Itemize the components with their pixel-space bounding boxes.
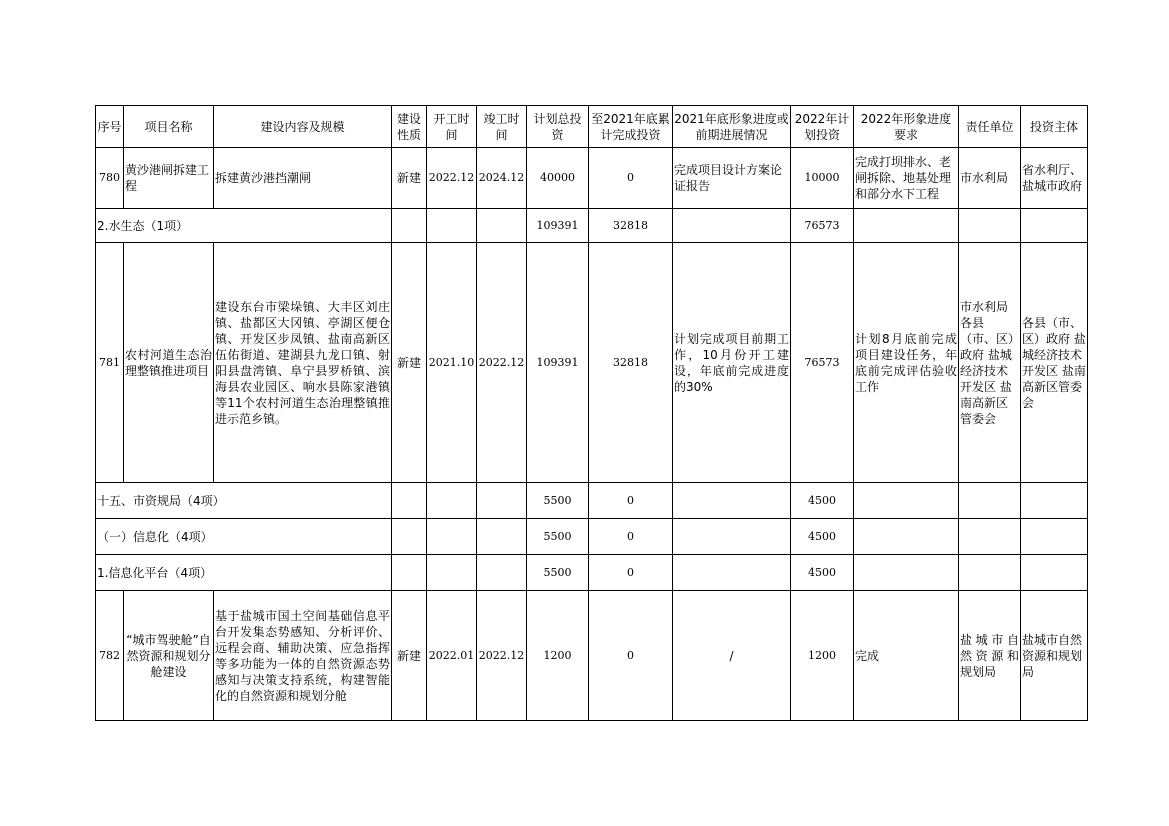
empty-cell bbox=[427, 555, 477, 591]
empty-cell bbox=[477, 555, 527, 591]
cell-name: 农村河道生态治理整镇推进项目 bbox=[124, 243, 214, 483]
section-label: （一）信息化（4项） bbox=[96, 519, 392, 555]
cell-seq: 781 bbox=[96, 243, 124, 483]
header-start: 开工时间 bbox=[427, 106, 477, 148]
section-label: 十五、市资规局（4项） bbox=[96, 483, 392, 519]
empty-cell bbox=[673, 519, 791, 555]
cell-content: 建设东台市梁垛镇、大丰区刘庄镇、盐都区大冈镇、亭湖区便仓镇、开发区步凤镇、盐南高新区伍佑街道、建湖县九龙口镇、射阳县盘湾镇、阜宁县罗桥镇、滨海县农业园区、响水县陈家港镇等11个农村河道生态治理整镇推进示范乡镇。 bbox=[214, 243, 392, 483]
section-row bbox=[96, 555, 1088, 591]
header-done: 至2021年底累计完成投资 bbox=[589, 106, 673, 148]
header-total: 计划总投资 bbox=[527, 106, 589, 148]
empty-cell bbox=[1021, 209, 1088, 243]
cell-done: 0 bbox=[589, 148, 673, 209]
cell-progress: / bbox=[673, 591, 791, 721]
cell-total: 5500 bbox=[527, 555, 589, 591]
empty-cell bbox=[1021, 555, 1088, 591]
cell-seq: 782 bbox=[96, 591, 124, 721]
empty-cell bbox=[854, 555, 959, 591]
table-row bbox=[96, 591, 1088, 721]
cell-start: 2021.10 bbox=[427, 243, 477, 483]
empty-cell bbox=[477, 519, 527, 555]
cell-unit: 盐城市自然资源和规划局 bbox=[959, 591, 1021, 721]
header-row bbox=[96, 106, 1088, 148]
cell-done: 0 bbox=[589, 519, 673, 555]
empty-cell bbox=[959, 483, 1021, 519]
empty-cell bbox=[1021, 483, 1088, 519]
cell-start: 2022.12 bbox=[427, 148, 477, 209]
section-row bbox=[96, 209, 1088, 243]
empty-cell bbox=[959, 555, 1021, 591]
cell-total: 109391 bbox=[527, 209, 589, 243]
empty-cell bbox=[427, 519, 477, 555]
cell-total: 5500 bbox=[527, 483, 589, 519]
cell-progress: 计划完成项目前期工作，10月份开工建设，年底前完成进度的30% bbox=[673, 243, 791, 483]
table-row bbox=[96, 148, 1088, 209]
header-progress: 2021年底形象进度或前期进展情况 bbox=[673, 106, 791, 148]
header-unit: 责任单位 bbox=[959, 106, 1021, 148]
cell-unit: 市水利局 bbox=[959, 148, 1021, 209]
cell-plan2022: 76573 bbox=[791, 209, 854, 243]
table-row bbox=[96, 243, 1088, 483]
project-table bbox=[95, 105, 1088, 721]
cell-total: 40000 bbox=[527, 148, 589, 209]
section-label: 2.水生态（1项） bbox=[96, 209, 392, 243]
cell-name: 黄沙港闸拆建工程 bbox=[124, 148, 214, 209]
empty-cell bbox=[673, 483, 791, 519]
cell-owner: 各县（市、区）政府 盐城经济技术开发区 盐南高新区管委会 bbox=[1021, 243, 1088, 483]
cell-owner: 省水利厅、盐城市政府 bbox=[1021, 148, 1088, 209]
header-end: 竣工时间 bbox=[477, 106, 527, 148]
cell-seq: 780 bbox=[96, 148, 124, 209]
header-plan2022: 2022年计划投资 bbox=[791, 106, 854, 148]
cell-total: 109391 bbox=[527, 243, 589, 483]
cell-req: 完成 bbox=[854, 591, 959, 721]
empty-cell bbox=[477, 209, 527, 243]
cell-end: 2022.12 bbox=[477, 243, 527, 483]
cell-plan2022: 10000 bbox=[791, 148, 854, 209]
cell-nature: 新建 bbox=[392, 148, 427, 209]
cell-plan2022: 1200 bbox=[791, 591, 854, 721]
empty-cell bbox=[427, 483, 477, 519]
cell-end: 2022.12 bbox=[477, 591, 527, 721]
cell-content: 拆建黄沙港挡潮闸 bbox=[214, 148, 392, 209]
cell-plan2022: 76573 bbox=[791, 243, 854, 483]
header-nature: 建设性质 bbox=[392, 106, 427, 148]
cell-content: 基于盐城市国土空间基础信息平台开发集态势感知、分析评价、远程会商、辅助决策、应急指挥等多功能为一体的自然资源态势感知与决策支持系统，构建智能化的自然资源和规划分舱 bbox=[214, 591, 392, 721]
cell-unit: 市水利局 各县（市、区）政府 盐城经济技术开发区 盐南高新区管委会 bbox=[959, 243, 1021, 483]
cell-plan2022: 4500 bbox=[791, 519, 854, 555]
cell-name: “城市驾驶舱”自然资源和规划分舱建设 bbox=[124, 591, 214, 721]
empty-cell bbox=[854, 483, 959, 519]
header-name: 项目名称 bbox=[124, 106, 214, 148]
header-seq: 序号 bbox=[96, 106, 124, 148]
cell-req: 完成打坝排水、老闸拆除、地基处理和部分水下工程 bbox=[854, 148, 959, 209]
empty-cell bbox=[1021, 519, 1088, 555]
empty-cell bbox=[673, 209, 791, 243]
empty-cell bbox=[673, 555, 791, 591]
cell-progress: 完成项目设计方案论证报告 bbox=[673, 148, 791, 209]
cell-nature: 新建 bbox=[392, 591, 427, 721]
cell-done: 0 bbox=[589, 483, 673, 519]
empty-cell bbox=[854, 519, 959, 555]
empty-cell bbox=[959, 209, 1021, 243]
section-row bbox=[96, 483, 1088, 519]
empty-cell bbox=[392, 519, 427, 555]
empty-cell bbox=[392, 555, 427, 591]
section-label: 1.信息化平台（4项） bbox=[96, 555, 392, 591]
empty-cell bbox=[392, 483, 427, 519]
header-owner: 投资主体 bbox=[1021, 106, 1088, 148]
cell-done: 0 bbox=[589, 555, 673, 591]
cell-done: 32818 bbox=[589, 209, 673, 243]
cell-owner: 盐城市自然资源和规划局 bbox=[1021, 591, 1088, 721]
cell-req: 计划8月底前完成项目建设任务，年底前完成评估验收工作 bbox=[854, 243, 959, 483]
cell-nature: 新建 bbox=[392, 243, 427, 483]
empty-cell bbox=[427, 209, 477, 243]
cell-plan2022: 4500 bbox=[791, 555, 854, 591]
cell-done: 0 bbox=[589, 591, 673, 721]
header-req: 2022年形象进度要求 bbox=[854, 106, 959, 148]
cell-plan2022: 4500 bbox=[791, 483, 854, 519]
header-content: 建设内容及规模 bbox=[214, 106, 392, 148]
cell-end: 2024.12 bbox=[477, 148, 527, 209]
cell-start: 2022.01 bbox=[427, 591, 477, 721]
cell-total: 1200 bbox=[527, 591, 589, 721]
empty-cell bbox=[854, 209, 959, 243]
empty-cell bbox=[959, 519, 1021, 555]
cell-done: 32818 bbox=[589, 243, 673, 483]
section-row bbox=[96, 519, 1088, 555]
empty-cell bbox=[392, 209, 427, 243]
empty-cell bbox=[477, 483, 527, 519]
cell-total: 5500 bbox=[527, 519, 589, 555]
